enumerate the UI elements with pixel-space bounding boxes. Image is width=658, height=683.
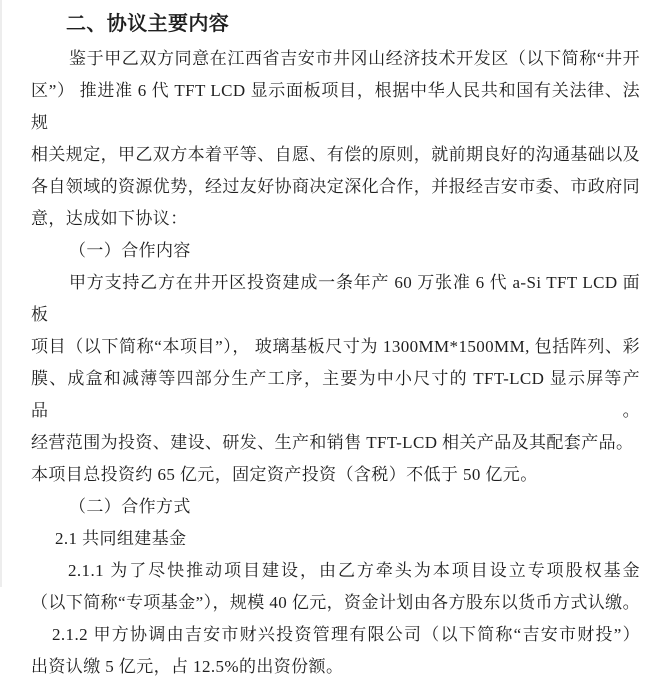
section-heading: 二、协议主要内容 [66, 13, 230, 35]
clause-heading-2-1: 2.1 共同组建基金 [55, 529, 187, 548]
subsection-heading-cooperation-content: （一）合作内容 [69, 241, 191, 260]
text-line-preamble-4: 各自领域的资源优势，经过友好协商决定深化合作，并报经吉安市委、市政府同 [31, 177, 640, 196]
text-line-preamble-1: 鉴于甲乙双方同意在江西省吉安市井冈山经济技术开发区（以下简称“井开 [69, 49, 640, 68]
text-line-clause-2-1-2-b: 出资认缴 5 亿元，占 12.5%的出资份额。 [31, 657, 344, 676]
page-left-edge-artifact [0, 0, 2, 587]
text-line-content-5: 本项目总投资约 65 亿元，固定资产投资（含税）不低于 50 亿元。 [31, 465, 538, 484]
text-line-clause-2-1-2-a: 2.1.2 甲方协调由吉安市财兴投资管理有限公司（以下简称“吉安市财投”） [52, 625, 640, 644]
text-line-preamble-5: 意，达成如下协议： [31, 209, 188, 228]
text-line-content-4: 经营范围为投资、建设、研发、生产和销售 TFT-LCD 相关产品及其配套产品。 [31, 433, 634, 452]
subsection-heading-cooperation-method: （二）合作方式 [69, 497, 191, 516]
text-line-preamble-2: 区”） 推进准 6 代 TFT LCD 显示面板项目，根据中华人民共和国有关法律、法规 [31, 81, 640, 132]
text-line-clause-2-1-1-b: （以下简称“专项基金”），规模 40 亿元，资金计划由各方股东以货币方式认缴。 [31, 593, 640, 612]
text-line-clause-2-1-1-a: 2.1.1 为了尽快推动项目建设，由乙方牵头为本项目设立专项股权基金 [68, 561, 640, 580]
text-line-preamble-3: 相关规定，甲乙双方本着平等、自愿、有偿的原则，就前期良好的沟通基础以及 [31, 145, 640, 164]
text-line-content-2: 项目（以下简称“本项目”）， 玻璃基板尺寸为 1300MM*1500MM, 包括阵列、彩 [31, 337, 640, 356]
text-line-content-3: 膜、成盒和减薄等四部分生产工序，主要为中小尺寸的 TFT-LCD 显示屏等产品。 [31, 369, 640, 420]
text-line-content-1: 甲方支持乙方在井开区投资建成一条年产 60 万张准 6 代 a-Si TFT LCD 面板 [31, 273, 640, 324]
